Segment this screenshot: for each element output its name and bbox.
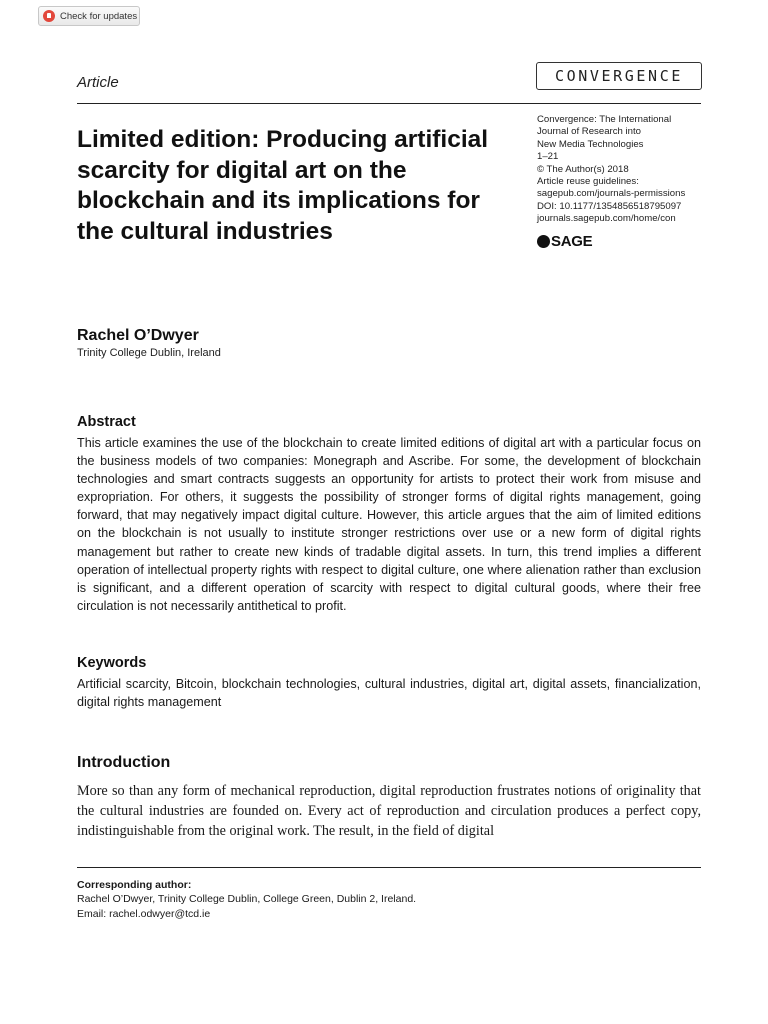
sage-logo-icon xyxy=(537,235,550,248)
footnote-address: Rachel O’Dwyer, Trinity College Dublin, College Green, Dublin 2, Ireland. xyxy=(77,893,417,906)
sage-logo xyxy=(537,233,592,250)
check-for-updates-button[interactable] xyxy=(38,6,140,26)
footnote-label: Corresponding author: xyxy=(77,879,192,891)
journal-info-line: 1–21 xyxy=(537,151,559,163)
journal-info xyxy=(537,114,737,226)
journal-info-line: Article reuse guidelines: xyxy=(537,176,639,188)
crossmark-icon xyxy=(43,10,55,22)
article-type-label: Article xyxy=(77,74,119,91)
keywords-heading: Keywords xyxy=(77,655,147,671)
journal-logo: CONVERGENCE xyxy=(536,62,702,90)
abstract-text: This article examines the use of the blockchain to create limited editions of digital art with a particular focus on the business models of two companies: Monegraph and Ascribe. For some, the development of blockchain technologies and smart contracts suggests an opportunity for artists to protect their work from misuse and expropriation. For others, it suggests the possibility of stronger forms of digital rights management, going forward, that may negatively impact digital culture. However, this article argues that the aim of limited editions on the blockchain is not usually to institute stronger restrictions over use or a new form of digital rights management but rather to create new kinds of tradable digital assets. In turn, this trend implies a different operation of intellectual property rights with respect to digital culture, one where alienation rather than exclusion is significant, and a different operation of scarcity with respect to digital cultural goods, where their free circulation is not necessarily antithetical to profit. xyxy=(77,436,701,613)
journal-info-line: New Media Technologies xyxy=(537,138,644,150)
journal-info-line: © The Author(s) 2018 xyxy=(537,163,629,175)
abstract-heading: Abstract xyxy=(77,414,136,430)
journal-info-line: sagepub.com/journals-permissions xyxy=(537,188,686,200)
keywords-text: Artificial scarcity, Bitcoin, blockchain technologies, cultural industries, digital art, digital assets, financialization, digital rights management xyxy=(77,677,701,709)
journal-info-line: Journal of Research into xyxy=(537,126,641,138)
header-divider xyxy=(77,103,701,104)
corresponding-author-footnote xyxy=(77,878,416,921)
journal-info-line: journals.sagepub.com/home/con xyxy=(537,213,676,225)
check-for-updates-label: Check for updates xyxy=(60,10,138,22)
journal-info-line: Convergence: The International xyxy=(537,114,672,125)
journal-info-line: DOI: 10.1177/1354856518795097 xyxy=(537,200,682,212)
footnote-email: Email: rachel.odwyer@tcd.ie xyxy=(77,907,211,920)
author-name: Rachel O’Dwyer xyxy=(77,327,199,344)
footnote-divider xyxy=(77,867,701,868)
paper-title: Limited edition: Producing artificial scarcity for digital art on the blockchain and its implications for the cultural industries xyxy=(77,126,489,245)
sage-logo-text: SAGE xyxy=(551,233,593,250)
introduction-heading: Introduction xyxy=(77,754,171,771)
author-affiliation: Trinity College Dublin, Ireland xyxy=(77,347,221,359)
introduction-text: More so than any form of mechanical reproduction, digital reproduction frustrates notions of originality that the cultural industries are founded on. Every act of reproduction and circulation produces a perfect copy, indistinguishable from the original work. The result, in the field of digital xyxy=(77,783,701,839)
